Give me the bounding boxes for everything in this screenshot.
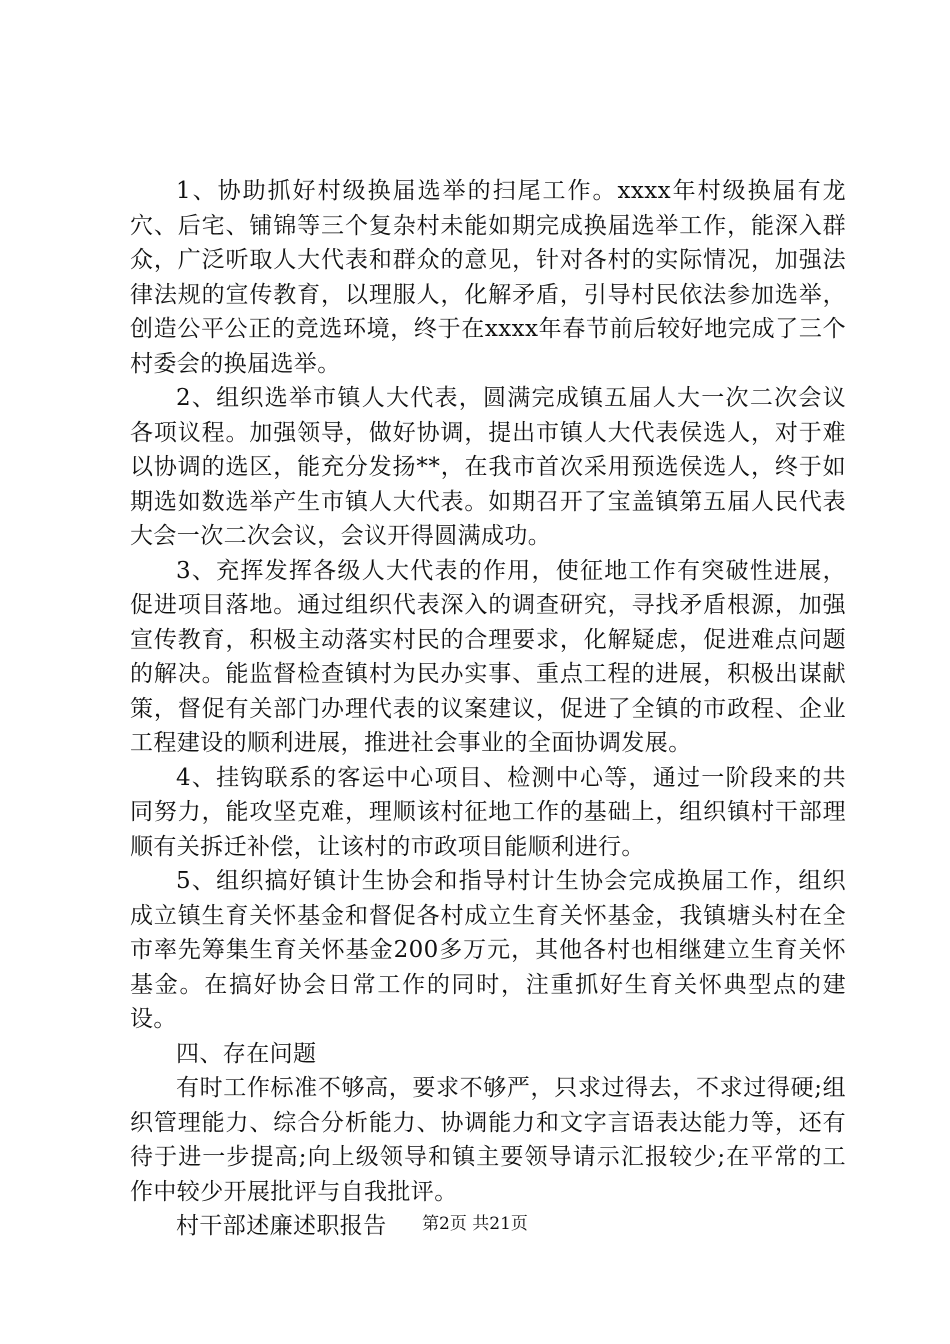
paragraph-item-3: 3、充挥发挥各级人大代表的作用，使征地工作有突破性进展，促进项目落地。通过组织代表深入的调查研究，寻找矛盾根源，加强宣传教育，积极主动落实村民的合理要求，化解疑虑，促进难点问题的解决。能监督检查镇村为民办实事、重点工程的进展，积极出谋献策，督促有关部门办理代表的议案建议，促进了全镇的市政程、企业工程建设的顺利进展，推进社会事业的全面协调发展。	[130, 557, 846, 756]
page-number-footer: 第2页 共21页	[422, 1214, 528, 1234]
document-body	[130, 174, 846, 1244]
paragraph-item-1: 1、协助抓好村级换届选举的扫尾工作。xxxx年村级换届有龙穴、后宅、铺锦等三个复杂村未能如期完成换届选举工作，能深入群众，广泛听取人大代表和群众的意见，针对各村的实际情况，加强法律法规的宣传教育，以理服人，化解矛盾，引导村民依法参加选举，创造公平公正的竞选环境，终于在xxxx年春节前后较好地完成了三个村委会的换届选举。	[130, 178, 846, 377]
paragraph-problems: 有时工作标准不够高，要求不够严，只求过得去，不求过得硬;组织管理能力、综合分析能力、协调能力和文字言语表达能力等，还有待于进一步提高;向上级领导和镇主要领导请示汇报较少;在平常的工作中较少开展批评与自我批评。	[130, 1075, 846, 1205]
paragraph-item-2: 2、组织选举市镇人大代表，圆满完成镇五届人大一次二次会议各项议程。加强领导，做好协调，提出市镇人大代表侯选人，对于难以协调的选区，能充分发扬**，在我市首次采用预选侯选人，终于如期选如数选举产生市镇人大代表。如期召开了宝盖镇第五届人民代表大会一次二次会议，会议开得圆满成功。	[130, 385, 846, 549]
section-heading-problems: 四、存在问题	[176, 1040, 317, 1067]
paragraph-item-4: 4、挂钩联系的客运中心项目、检测中心等，通过一阶段来的共同努力，能攻坚克难，理顺该村征地工作的基础上，组织镇村干部理顺有关拆迁补偿，让该村的市政项目能顺利进行。	[130, 764, 846, 860]
paragraph-item-5: 5、组织搞好镇计生协会和指导村计生协会完成换届工作，组织成立镇生育关怀基金和督促各村成立生育关怀基金，我镇塘头村在全市率先筹集生育关怀基金200多万元，其他各村也相继建立生育关怀基金。在搞好协会日常工作的同时，注重抓好生育关怀典型点的建设。	[130, 868, 846, 1032]
next-document-title: 村干部述廉述职报告	[176, 1213, 387, 1239]
